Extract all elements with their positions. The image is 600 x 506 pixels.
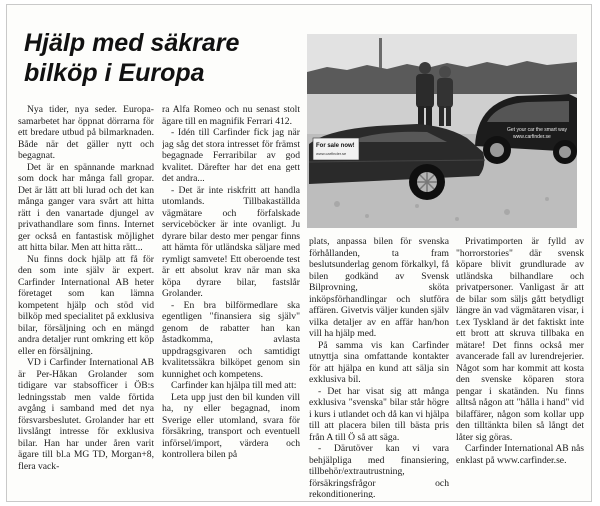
paragraph: - En bra bilförmedlare ska egentligen "finansiera sig själv" genom de rabatter han kan åstadkomma, avlasta uppdragsgivaren och samtidigt kvalitetssäkra bilköpet genom sin kunnighet och kompetens. xyxy=(162,299,300,380)
paragraph: På samma vis kan Carfinder utnyttja sina omfattande kontakter för att hjälpa en kund att sälja sin exklusiva bil. xyxy=(309,339,449,385)
paragraph: Det är en spännande marknad som dock har många fall gropar. Det är lätt att bli lurad och det kan många ganger vara svårt att hitta rätt i den vanartade djungel av privathandlare som finns. Internet ger också en fantastisk möjlighet att hitta bilar. Men att hitta rätt... xyxy=(18,161,154,253)
paragraph: Carfinder kan hjälpa till med att: xyxy=(171,380,297,391)
article-headline xyxy=(24,28,294,88)
paragraph: ra Alfa Romeo och nu senast stolt ägare till en magnifik Ferrari 412. xyxy=(162,104,300,127)
paragraph: - Därutöver kan vi vara behjälpliga med finansiering, tillbehör/extrautrustning, försäkringsfrågor och rekonditionering. xyxy=(309,443,449,498)
article-column-4 xyxy=(456,236,584,498)
paragraph: - Det är inte riskfritt att handla utomlands. Tillbakaställda vägmätare och förfalskade serviceböcker är inte ovanligt. Ju dyrare bilar desto mer pengar finns att hämta för utländska säljare med rymligt samvete! Ett oberoende test är ett absolut krav när man ska köpa dyrare bilar, fastslår Grolander. xyxy=(162,184,300,299)
for-sale-sign-text: For sale now! xyxy=(316,143,355,149)
article-photo xyxy=(307,34,577,228)
article-column-3 xyxy=(309,236,449,498)
paragraph: - Det har visat sig att många exklusiva "svenska" bilar står högre i kurs i utlandet och då kan vi hjälpa till att placera bilen till bästa pris från A till Ö så att säga. xyxy=(309,385,449,443)
paragraph: Nu finns dock hjälp att få för den som inte själv är expert. Carfinder International AB heter företaget som kan lämna kompetent hjälp och stöd vid bilköp med specialitet på exklusiva bilar, försäljning och en mängd andra detaljer runt omkring ett köp eller en försäljning. xyxy=(18,253,154,357)
headline-line-1: Hjälp med säkrare xyxy=(24,29,240,57)
paragraph: - Idén till Carfinder fick jag när jag såg det stora intresset för främst begagnade Ferraribilar av god kvalitet. Därefter har det ena gett det andra... xyxy=(162,127,300,184)
headline-line-2: bilköp i Europa xyxy=(24,59,205,87)
smart-car-slogan: Get your car the smart way xyxy=(507,127,568,133)
paragraph: Privatimporten är fylld av "horrorstories" där svensk köpare blivit grundlurade av utländska bilhandlare och privatpersoner. Vanligast är att de bilar som säljs gått betydligt längre än vad vägmätaren visar, i t.ex Tyskland är det faktiskt inte ett brott att skruva tillbaka en mätare! Det finns också mer avancerade fall av lurendrejerier. Något som har kommit att kosta den svenske köparen stora pengar i skatänden. Nu finns alltså någon att "hålla i hand" vid bilaffärer, någon som kollar upp den tilltänkta bilen så långt det låter sig göras. xyxy=(456,236,584,443)
paragraph: Carfinder International AB nås enklast på www.carfinder.se. xyxy=(456,443,584,466)
paragraph: VD i Carfinder International AB är Per-Håkan Grolander som tidigare var stabsofficer i ÖB:s ledningsstab men valde förtida avgång i samband med det nya försvarsbeslutet. Grolander har ett livslångt intresse för exklusiva bilar. Han har under åren varit ägare till bl.a MG TD, Morgan+8, flera vack- xyxy=(18,357,154,472)
article-column-1 xyxy=(18,104,154,498)
article-column-2 xyxy=(162,104,300,498)
paragraph: Nya tider, nya seder. Europa-samarbetet har öppnat dörrarna för ett bredare utbud på bilmarknaden. Både när det gäller nytt och begagnat. xyxy=(18,104,154,161)
smart-car-url: www.carfinder.se xyxy=(513,134,551,140)
for-sale-sign-subtext: www.carfinder.se xyxy=(316,151,347,156)
paragraph: plats, anpassa bilen för svenska förhållanden, ta fram beslutsunderlag genom förkalkyl, få bilen godkänd av Svensk Bilprovning, sköta inköpsförhandlingar och slutföra affären. Givetvis väljer kunden själv vilka detaljer av en affär han/hon vill ha hjälp med. xyxy=(309,236,449,339)
photo-ferrari-smart-car-icon xyxy=(307,34,577,228)
paragraph: Leta upp just den bil kunden vill ha, ny eller begagnad, inom Sverige eller utomland, svara för försäkring, transport och eventuell införsel/import, värdera och kontrollera bilen på xyxy=(162,391,300,460)
